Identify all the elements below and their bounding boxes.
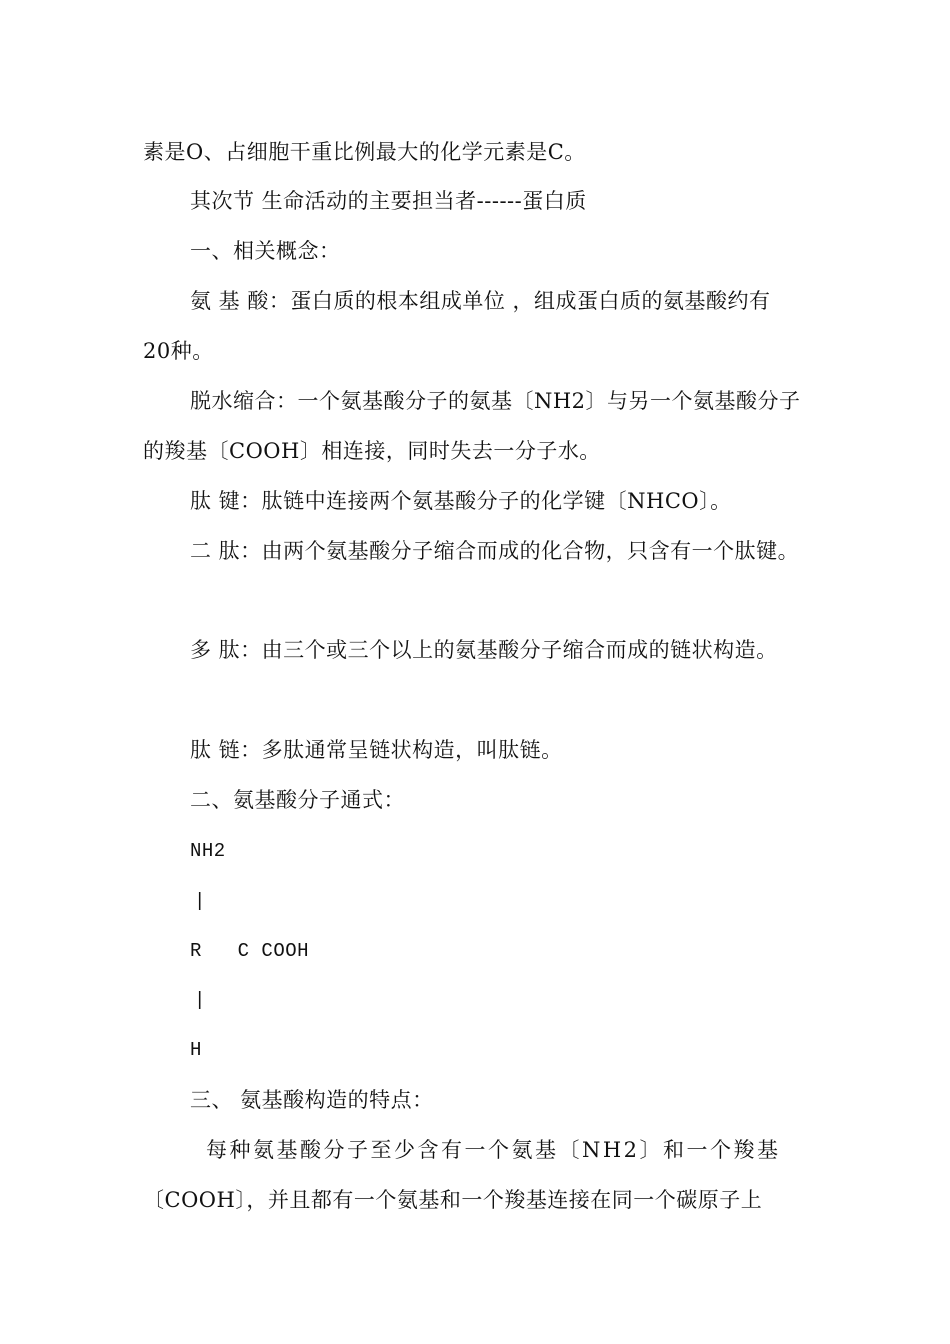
formula-nh2: NH2 (190, 840, 226, 862)
text-line: 素是O、占细胞干重比例最大的化学元素是C。 (143, 140, 586, 164)
text-line: 20种。 (143, 339, 214, 363)
definition-dehydration: 脱水缩合：一个氨基酸分子的氨基〔NH2〕与另一个氨基酸分子 (190, 389, 801, 413)
text-line: 的羧基〔COOH〕相连接，同时失去一分子水。 (143, 439, 601, 463)
definition-peptide-bond: 肽 键：肽链中连接两个氨基酸分子的化学键〔NHCO〕。 (190, 489, 732, 513)
formula-bond: | (194, 989, 206, 1011)
text-line: 〔COOH〕，并且都有一个氨基和一个羧基连接在同一个碳原子上 (143, 1188, 763, 1212)
subheading: 三、 氨基酸构造的特点： (190, 1088, 434, 1112)
section-heading: 其次节 生命活动的主要担当者------蛋白质 (190, 189, 587, 213)
formula-h: H (190, 1039, 202, 1061)
definition-amino-acid: 氨 基 酸：蛋白质的根本组成单位 ，组成蛋白质的氨基酸约有 (190, 289, 771, 313)
subheading: 二、氨基酸分子通式： (190, 788, 405, 812)
subheading: 一、相关概念： (190, 239, 341, 263)
definition-dipeptide: 二 肽：由两个氨基酸分子缩合而成的化合物，只含有一个肽键。 (190, 539, 800, 563)
formula-bond: | (194, 890, 206, 912)
definition-polypeptide: 多 肽：由三个或三个以上的氨基酸分子缩合而成的链状构造。 (190, 638, 778, 662)
definition-peptide-chain: 肽 链：多肽通常呈链状构造，叫肽链。 (190, 738, 563, 762)
formula-backbone: R C COOH (190, 940, 310, 962)
text-line: 每种氨基酸分子至少含有一个氨基〔NH2〕和一个羧基 (206, 1138, 781, 1162)
